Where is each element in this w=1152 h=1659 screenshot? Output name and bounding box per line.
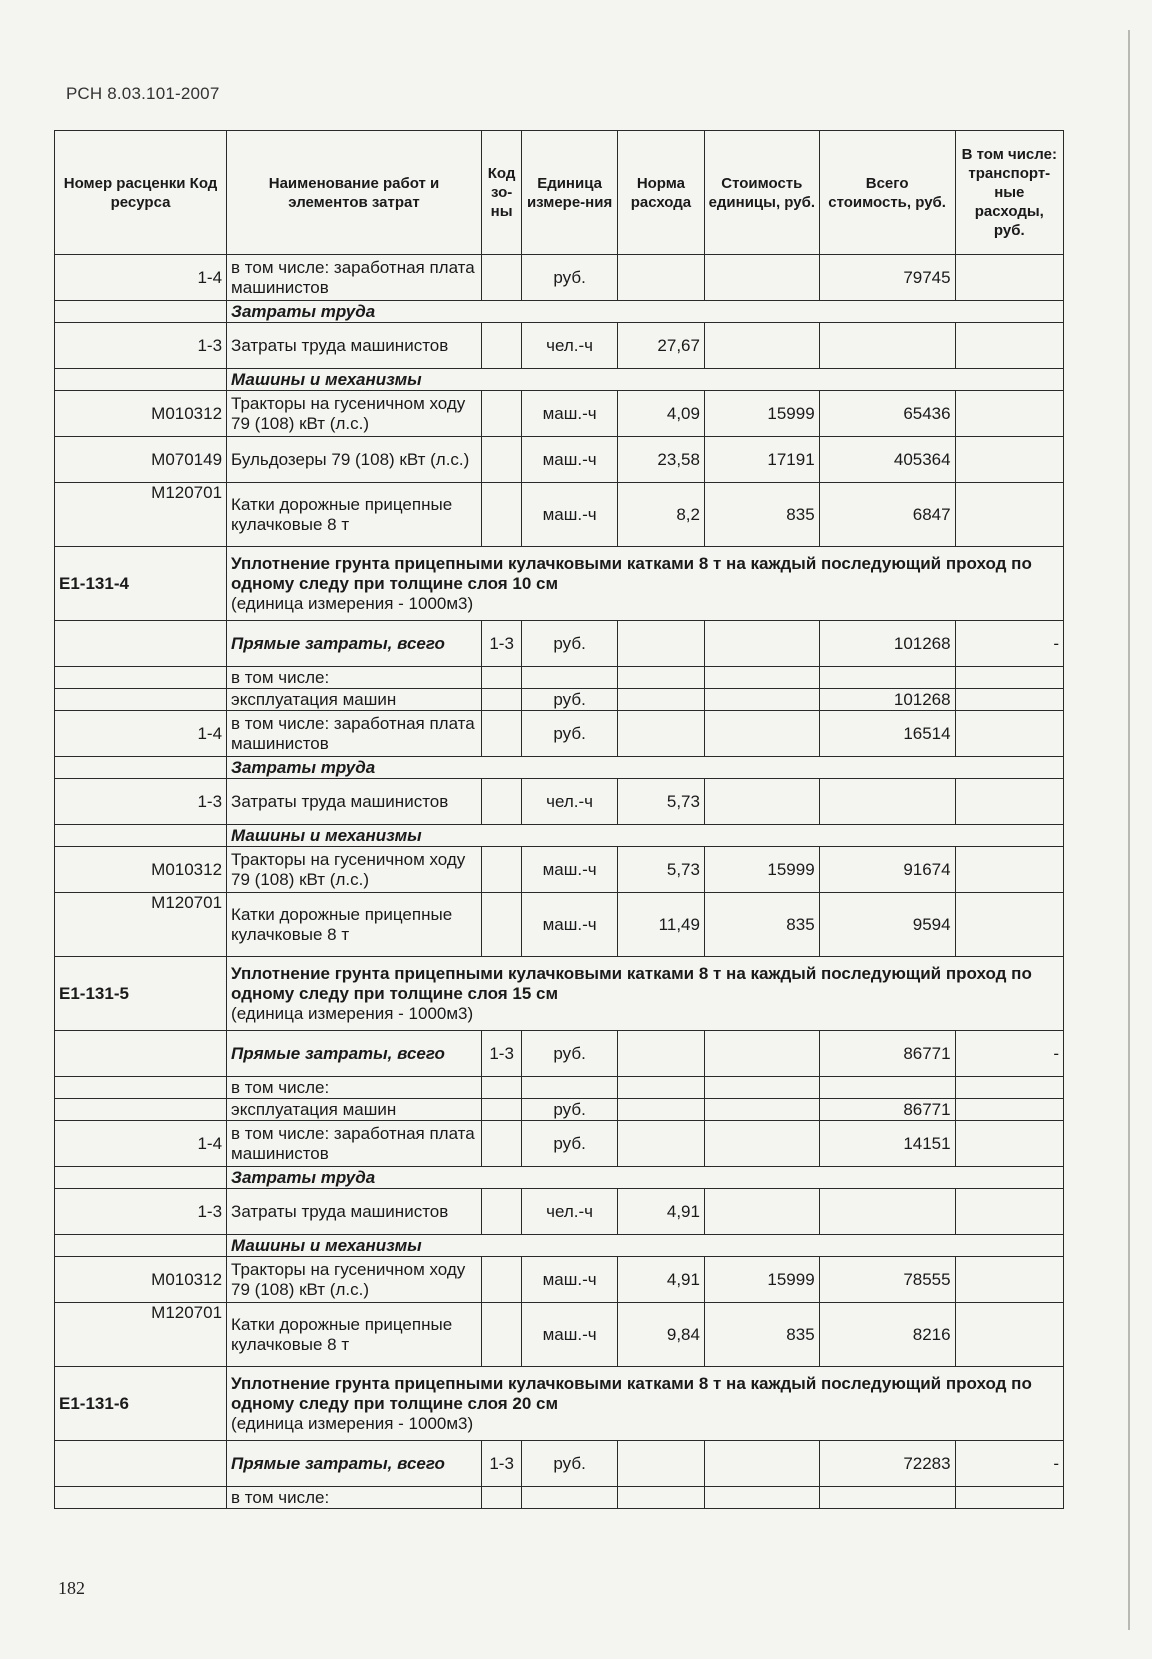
row-unit: чел.-ч — [522, 323, 618, 369]
row-unit: маш.-ч — [522, 1303, 618, 1367]
row-code: М010312 — [55, 1257, 227, 1303]
table-row — [55, 893, 1064, 957]
row-norm: 9,84 — [617, 1303, 704, 1367]
row-transport: - — [955, 1031, 1063, 1077]
category-label: Затраты труда — [227, 301, 1064, 323]
row-unit: чел.-ч — [522, 1189, 618, 1235]
row-unit: руб. — [522, 689, 618, 711]
row-total: 72283 — [819, 1441, 955, 1487]
direct-costs-row — [55, 1031, 1064, 1077]
table-row — [55, 847, 1064, 893]
row-code: 1-3 — [55, 323, 227, 369]
section-code: Е1-131-6 — [55, 1367, 227, 1441]
including-label: в том числе: — [227, 1487, 482, 1509]
row-code: 1-4 — [55, 1121, 227, 1167]
row-norm: 4,09 — [617, 391, 704, 437]
table-row — [55, 1487, 1064, 1509]
row-norm: 5,73 — [617, 779, 704, 825]
row-total: 86771 — [819, 1031, 955, 1077]
row-unit: маш.-ч — [522, 847, 618, 893]
document-code: РСН 8.03.101-2007 — [66, 84, 220, 103]
row-name: Катки дорожные прицепные кулачковые 8 т — [227, 483, 482, 547]
row-code: 1-4 — [55, 711, 227, 757]
row-unit-cost: 835 — [704, 893, 819, 957]
table-row — [55, 779, 1064, 825]
row-name: Затраты труда машинистов — [227, 779, 482, 825]
section-header-row — [55, 1367, 1064, 1441]
section-unit-note: (единица измерения - 1000м3) — [231, 593, 474, 613]
row-transport — [955, 255, 1063, 301]
row-total: 405364 — [819, 437, 955, 483]
row-norm: 5,73 — [617, 847, 704, 893]
row-transport: - — [955, 621, 1063, 667]
table-row — [55, 667, 1064, 689]
category-label: Затраты труда — [227, 757, 1064, 779]
section-title: Уплотнение грунта прицепными кулачковыми катками 8 т на каждый последующий проход по одному следу при толщине слоя 15 см — [231, 963, 1032, 1003]
category-row — [55, 825, 1064, 847]
section-description — [227, 1367, 1064, 1441]
row-total: 101268 — [819, 621, 955, 667]
row-code: 1-4 — [55, 255, 227, 301]
header-unit: Единица измере-ния — [522, 131, 618, 255]
including-label: в том числе: — [227, 667, 482, 689]
row-unit: чел.-ч — [522, 779, 618, 825]
including-label: в том числе: — [227, 1077, 482, 1099]
row-total: 78555 — [819, 1257, 955, 1303]
section-title: Уплотнение грунта прицепными кулачковыми катками 8 т на каждый последующий проход по одному следу при толщине слоя 20 см — [231, 1373, 1032, 1413]
table-row — [55, 711, 1064, 757]
row-name: Затраты труда машинистов — [227, 323, 482, 369]
section-code: Е1-131-4 — [55, 547, 227, 621]
category-row — [55, 369, 1064, 391]
row-unit-cost: 15999 — [704, 391, 819, 437]
section-header-row — [55, 547, 1064, 621]
page-edge-line — [1128, 30, 1130, 1630]
row-code: М070149 — [55, 437, 227, 483]
direct-costs-label: Прямые затраты, всего — [227, 1441, 482, 1487]
row-unit-cost: 15999 — [704, 1257, 819, 1303]
row-unit: руб. — [522, 1441, 618, 1487]
section-description — [227, 957, 1064, 1031]
row-name: в том числе: заработная плата машинистов — [227, 255, 482, 301]
row-unit: маш.-ч — [522, 437, 618, 483]
table-row — [55, 1077, 1064, 1099]
row-unit: маш.-ч — [522, 1257, 618, 1303]
direct-costs-row — [55, 621, 1064, 667]
direct-costs-label: Прямые затраты, всего — [227, 1031, 482, 1077]
row-unit: маш.-ч — [522, 391, 618, 437]
row-code: М120701 — [55, 483, 227, 547]
row-total: 101268 — [819, 689, 955, 711]
row-unit: маш.-ч — [522, 483, 618, 547]
rates-table — [54, 130, 1064, 1509]
row-total: 16514 — [819, 711, 955, 757]
row-norm: 8,2 — [617, 483, 704, 547]
row-name: в том числе: заработная плата машинистов — [227, 1121, 482, 1167]
row-unit-cost: 15999 — [704, 847, 819, 893]
row-name: Тракторы на гусеничном ходу 79 (108) кВт (л.с.) — [227, 1257, 482, 1303]
row-total: 9594 — [819, 893, 955, 957]
row-norm: 4,91 — [617, 1189, 704, 1235]
row-unit: руб. — [522, 621, 618, 667]
section-header-row — [55, 957, 1064, 1031]
row-norm: 23,58 — [617, 437, 704, 483]
table-row — [55, 391, 1064, 437]
row-total: 65436 — [819, 391, 955, 437]
row-total: 91674 — [819, 847, 955, 893]
table-row — [55, 1189, 1064, 1235]
category-label: Машины и механизмы — [227, 825, 1064, 847]
row-total: 79745 — [819, 255, 955, 301]
category-row — [55, 1235, 1064, 1257]
page-number: 182 — [58, 1578, 85, 1598]
header-total: Всего стоимость, руб. — [819, 131, 955, 255]
row-unit-cost: 835 — [704, 483, 819, 547]
exploitation-label: эксплуатация машин — [227, 689, 482, 711]
row-zone: 1-3 — [481, 1031, 521, 1077]
row-unit: маш.-ч — [522, 893, 618, 957]
table-row — [55, 1303, 1064, 1367]
row-unit: руб. — [522, 711, 618, 757]
row-name: Затраты труда машинистов — [227, 1189, 482, 1235]
section-unit-note: (единица измерения - 1000м3) — [231, 1003, 474, 1023]
row-code: М120701 — [55, 893, 227, 957]
table-row — [55, 437, 1064, 483]
table-row — [55, 483, 1064, 547]
row-code: 1-3 — [55, 1189, 227, 1235]
row-norm: 11,49 — [617, 893, 704, 957]
row-name: в том числе: заработная плата машинистов — [227, 711, 482, 757]
row-unit: руб. — [522, 1099, 618, 1121]
row-norm: 4,91 — [617, 1257, 704, 1303]
table-row — [55, 255, 1064, 301]
section-unit-note: (единица измерения - 1000м3) — [231, 1413, 474, 1433]
row-code: М010312 — [55, 391, 227, 437]
table-row — [55, 323, 1064, 369]
exploitation-label: эксплуатация машин — [227, 1099, 482, 1121]
header-unit-cost: Стоимость единицы, руб. — [704, 131, 819, 255]
row-total: 6847 — [819, 483, 955, 547]
row-total: 86771 — [819, 1099, 955, 1121]
header-transport: В том числе: транспорт-ные расходы, руб. — [955, 131, 1063, 255]
category-label: Машины и механизмы — [227, 369, 1064, 391]
header-row — [55, 131, 1064, 255]
row-transport: - — [955, 1441, 1063, 1487]
row-zone: 1-3 — [481, 1441, 521, 1487]
category-row — [55, 1167, 1064, 1189]
row-code: 1-3 — [55, 779, 227, 825]
category-row — [55, 301, 1064, 323]
row-code: М120701 — [55, 1303, 227, 1367]
section-code: Е1-131-5 — [55, 957, 227, 1031]
header-rate-code: Номер расценки Код ресурса — [55, 131, 227, 255]
header-name: Наименование работ и элементов затрат — [227, 131, 482, 255]
row-name: Катки дорожные прицепные кулачковые 8 т — [227, 1303, 482, 1367]
row-total: 14151 — [819, 1121, 955, 1167]
row-name: Катки дорожные прицепные кулачковые 8 т — [227, 893, 482, 957]
row-unit: руб. — [522, 1121, 618, 1167]
table-row — [55, 1121, 1064, 1167]
row-zone: 1-3 — [481, 621, 521, 667]
row-total: 8216 — [819, 1303, 955, 1367]
header-zone: Код зо-ны — [481, 131, 521, 255]
row-unit: руб. — [522, 1031, 618, 1077]
direct-costs-row — [55, 1441, 1064, 1487]
direct-costs-label: Прямые затраты, всего — [227, 621, 482, 667]
table-row — [55, 1099, 1064, 1121]
table-row — [55, 1257, 1064, 1303]
category-row — [55, 757, 1064, 779]
category-label: Машины и механизмы — [227, 1235, 1064, 1257]
section-description — [227, 547, 1064, 621]
row-name: Тракторы на гусеничном ходу 79 (108) кВт (л.с.) — [227, 847, 482, 893]
header-norm: Норма расхода — [617, 131, 704, 255]
table-row — [55, 689, 1064, 711]
row-unit-cost: 17191 — [704, 437, 819, 483]
row-unit-cost — [704, 255, 819, 301]
row-zone — [481, 255, 521, 301]
row-norm — [617, 255, 704, 301]
category-label: Затраты труда — [227, 1167, 1064, 1189]
row-name: Бульдозеры 79 (108) кВт (л.с.) — [227, 437, 482, 483]
row-norm: 27,67 — [617, 323, 704, 369]
row-unit: руб. — [522, 255, 618, 301]
row-code: М010312 — [55, 847, 227, 893]
section-title: Уплотнение грунта прицепными кулачковыми катками 8 т на каждый последующий проход по одному следу при толщине слоя 10 см — [231, 553, 1032, 593]
row-unit-cost: 835 — [704, 1303, 819, 1367]
row-name: Тракторы на гусеничном ходу 79 (108) кВт (л.с.) — [227, 391, 482, 437]
